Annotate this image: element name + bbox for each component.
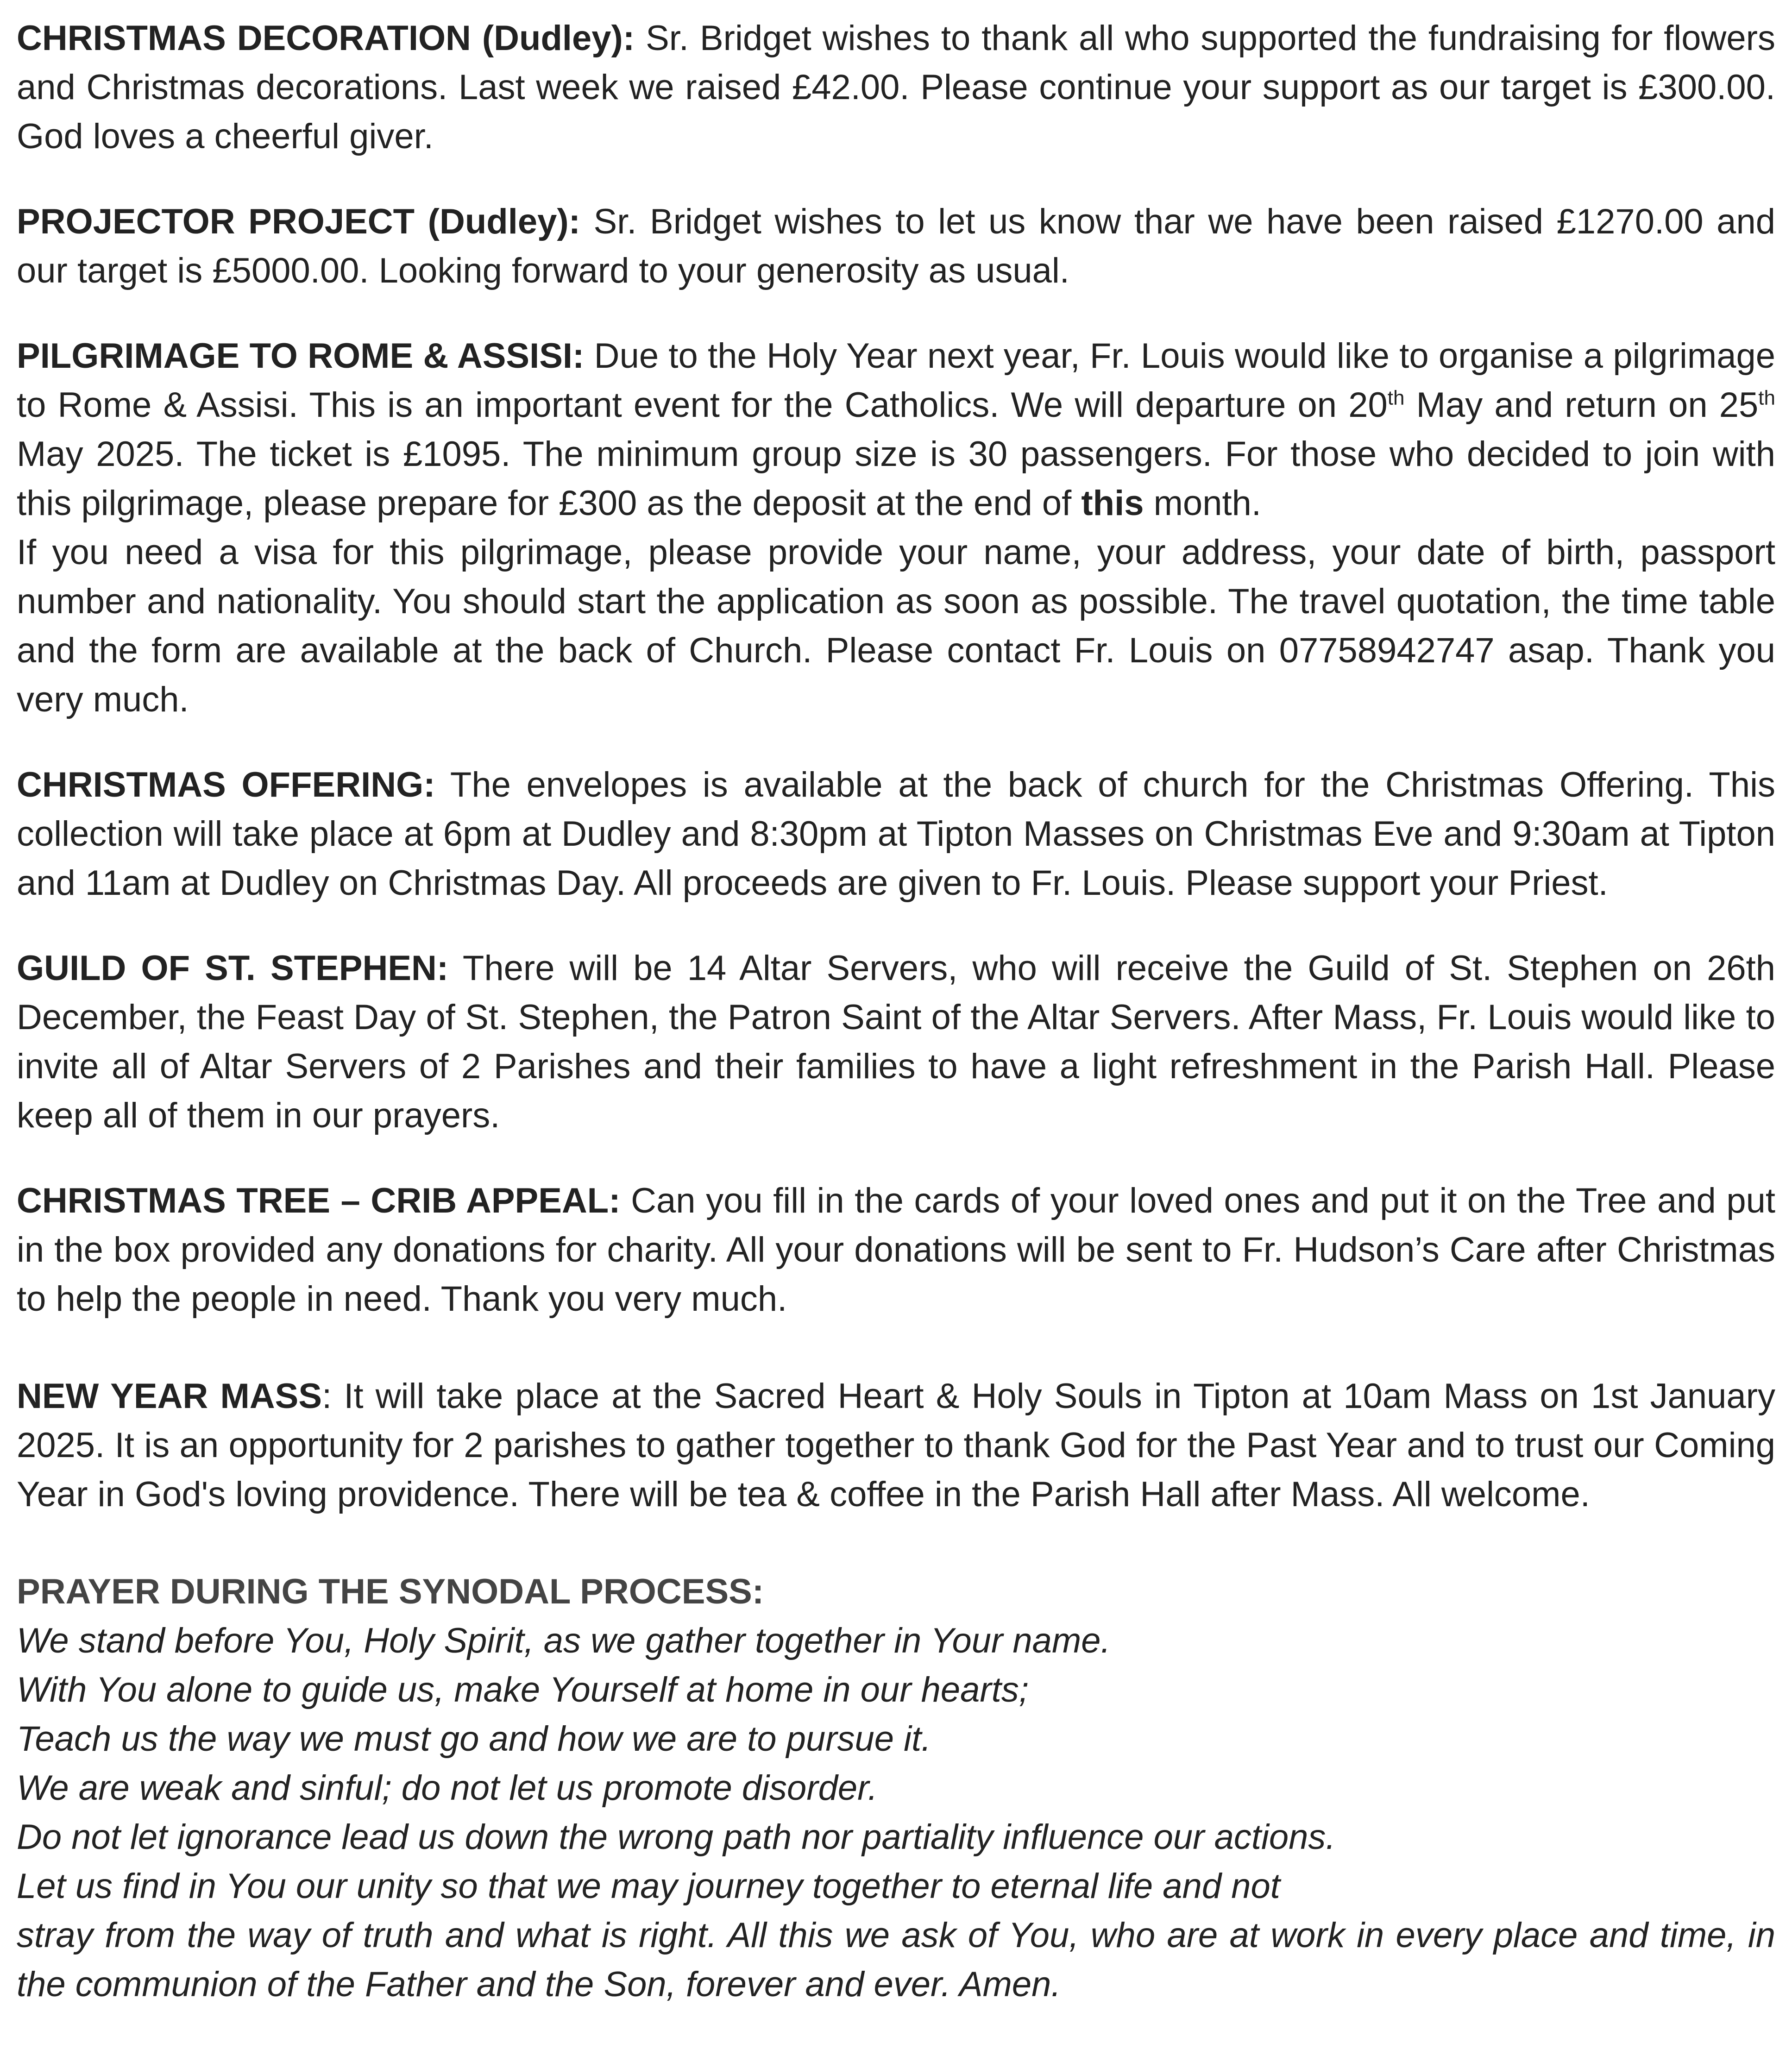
section-projector-project — [17, 197, 1775, 295]
prayer-line: Do not let ignorance lead us down the wrong path nor partiality influence our actions. — [17, 1817, 1336, 1857]
section-christmas-offering — [17, 761, 1775, 908]
prayer-line: We stand before You, Holy Spirit, as we gather together in Your name. — [17, 1621, 1111, 1660]
prayer-line: We are weak and sinful; do not let us promote disorder. — [17, 1768, 878, 1808]
prayer-title: PRAYER DURING THE SYNODAL PROCESS: — [17, 1572, 764, 1611]
section-body-part: month. — [1144, 484, 1261, 523]
section-pilgrimage — [17, 332, 1775, 724]
section-guild-st-stephen — [17, 944, 1775, 1140]
section-new-year-mass — [17, 1372, 1775, 1519]
ordinal-suffix: th — [1387, 386, 1405, 409]
prayer-line: Teach us the way we must go and how we are to pursue it. — [17, 1719, 931, 1759]
emphasis-text: this — [1081, 484, 1144, 523]
section-heading: GUILD OF ST. STEPHEN: — [17, 949, 449, 988]
section-heading: CHRISTMAS OFFERING: — [17, 765, 435, 805]
section-paragraph — [17, 197, 1775, 295]
section-heading: NEW YEAR MASS — [17, 1377, 322, 1416]
prayer-line: Let us find in You our unity so that we may journey together to eternal life and not — [17, 1867, 1280, 1906]
prayer-line: With You alone to guide us, make Yourself at home in our hearts; — [17, 1670, 1029, 1710]
section-paragraph — [17, 1176, 1775, 1324]
section-heading: CHRISTMAS DECORATION (Dudley): — [17, 19, 635, 58]
section-body: The envelopes is available at the back of church for the Christmas Offering. This collection will take place at 6pm at Dudley and 8:30pm at Tipton Masses on Christmas Eve and 9:30am at Tipton and 11am at Dudley on Christmas Day. All proceeds are given to Fr. Louis. Please support your Priest. — [17, 765, 1775, 903]
section-prayer — [17, 1567, 1775, 2009]
section-body-part: May and return on 25 — [1404, 385, 1759, 425]
section-paragraph — [17, 1372, 1775, 1519]
section-body-part: May 2025. The ticket is £1095. The minimum group size is 30 passengers. For those who decided to join with this pilgrimage, please prepare for £300 as the deposit at the end of — [17, 434, 1775, 523]
section-body: Sr. Bridget wishes to thank all who supported the fundraising for flowers and Christmas decorations. Last week we raised £42.00. Please continue your support as our target is £300.00. God loves a cheerful giver. — [17, 19, 1775, 156]
section-heading: CHRISTMAS TREE – CRIB APPEAL: — [17, 1181, 621, 1220]
section-heading: PROJECTOR PROJECT (Dudley): — [17, 202, 580, 241]
section-paragraph — [17, 332, 1775, 528]
section-body: Sr. Bridget wishes to let us know thar we have been raised £1270.00 and our target is £5000.00. Looking forward to your generosity as usual. — [17, 202, 1775, 290]
section-body: Can you fill in the cards of your loved ones and put it on the Tree and put in the box provided any donations for charity. All your donations will be sent to Fr. Hudson’s Care after Christmas to help the people in need. Thank you very much. — [17, 1181, 1776, 1319]
section-body: : It will take place at the Sacred Heart & Holy Souls in Tipton at 10am Mass on 1st January 2025. It is an opportunity for 2 parishes to gather together to thank God for the Past Year and to trust our Coming Year in God's loving providence. There will be tea & coffee in the Parish Hall after Mass. All welcome. — [17, 1377, 1776, 1514]
bulletin-page — [17, 14, 1775, 2045]
section-heading: PILGRIMAGE TO ROME & ASSISI: — [17, 336, 585, 376]
section-christmas-decoration — [17, 14, 1775, 161]
section-paragraph — [17, 944, 1775, 1140]
section-body: There will be 14 Altar Servers, who will receive the Guild of St. Stephen on 26th December, the Feast Day of St. Stephen, the Patron Saint of the Altar Servers. After Mass, Fr. Louis would like to invite all of Altar Servers of 2 Parishes and their families to have a light refreshment in the Parish Hall. Please keep all of them in our prayers. — [17, 949, 1775, 1135]
section-body-part: Due to the Holy Year next year, Fr. Louis would like to organise a pilgrimage to Rome & Assisi. This is an important event for the Catholics. We will departure on 20 — [17, 336, 1775, 425]
section-christmas-tree-crib — [17, 1176, 1775, 1324]
visa-paragraph: If you need a visa for this pilgrimage, please provide your name, your address, your date of birth, passport number and nationality. You should start the application as soon as possible. The travel quotation, the time table and the form are available at the back of Church. Please contact Fr. Louis on 07758942747 asap. Thank you very much. — [17, 533, 1775, 719]
prayer-line: stray from the way of truth and what is right. All this we ask of You, who are at work in every place and time, in the communion of the Father and the Son, forever and ever. Amen. — [17, 1916, 1775, 2004]
section-paragraph — [17, 14, 1775, 161]
section-paragraph — [17, 761, 1775, 908]
ordinal-suffix: th — [1758, 386, 1775, 409]
